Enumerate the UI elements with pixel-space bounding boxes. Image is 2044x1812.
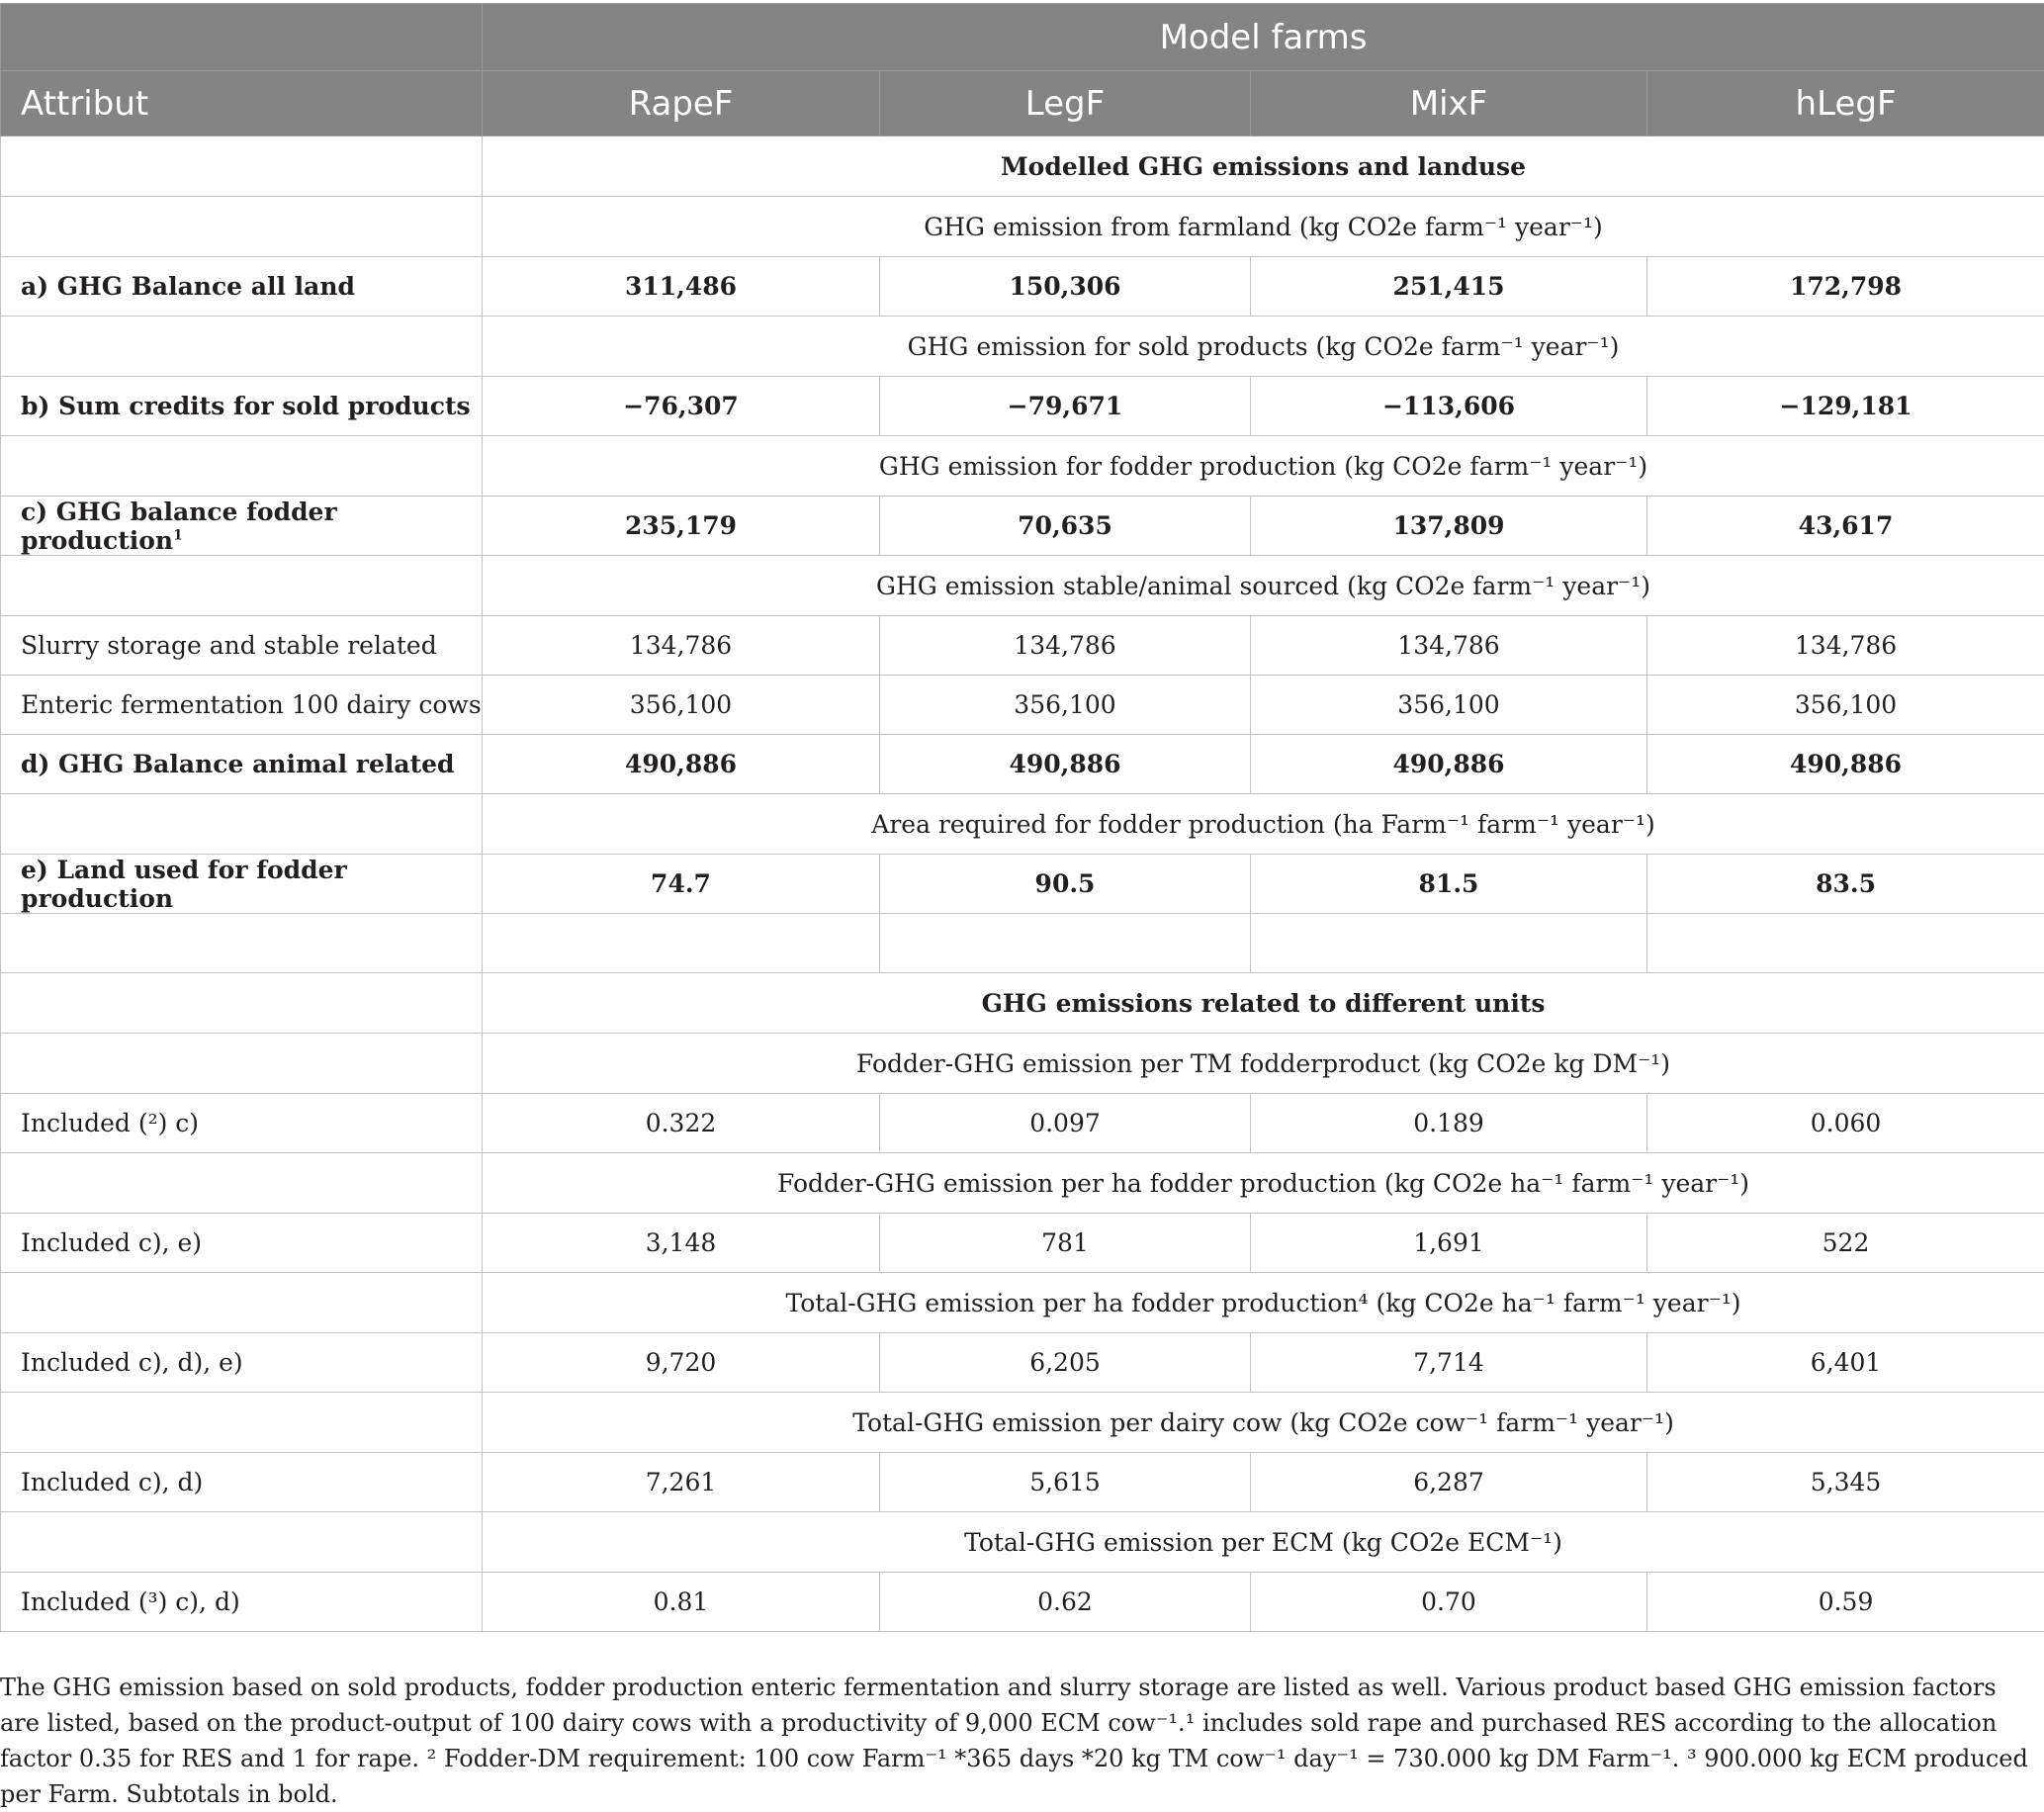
row-label: d) GHG Balance animal related <box>1 735 483 794</box>
subheading-row <box>1 1512 2044 1573</box>
ghg-emissions-table <box>0 3 2044 1632</box>
table-cell: 43,617 <box>1647 497 2044 556</box>
table-row <box>1 257 2044 317</box>
subheading-row <box>1 556 2044 616</box>
table-cell: 81.5 <box>1251 855 1647 914</box>
table-cell: 70,635 <box>880 497 1251 556</box>
table-cell: 74.7 <box>483 855 880 914</box>
table-cell: 356,100 <box>483 676 880 735</box>
subheading-animal: GHG emission stable/animal sourced (kg CO2e farm⁻¹ year⁻¹) <box>483 556 2044 616</box>
table-row <box>1 1333 2044 1393</box>
table-cell: 251,415 <box>1251 257 1647 317</box>
table-row <box>1 855 2044 914</box>
table-cell: 6,401 <box>1647 1333 2044 1393</box>
table-cell: 490,886 <box>1251 735 1647 794</box>
table-cell: 83.5 <box>1647 855 2044 914</box>
table-cell: 3,148 <box>483 1214 880 1273</box>
row-label: Enteric fermentation 100 dairy cows <box>1 676 483 735</box>
table-cell: 5,615 <box>880 1453 1251 1512</box>
row-label: Slurry storage and stable related <box>1 616 483 676</box>
subheading-fodder: GHG emission for fodder production (kg CO2e farm⁻¹ year⁻¹) <box>483 436 2044 497</box>
header-blank <box>1 4 483 71</box>
section-title: GHG emissions related to different units <box>483 973 2044 1034</box>
table-cell: 490,886 <box>483 735 880 794</box>
section-title-row <box>1 973 2044 1034</box>
footnote-marker: 1 <box>173 527 183 543</box>
table-cell: 134,786 <box>880 616 1251 676</box>
table-cell: 134,786 <box>1647 616 2044 676</box>
header-attribute: Attribut <box>1 71 483 136</box>
table-cell: 0.060 <box>1647 1094 2044 1153</box>
table-row <box>1 735 2044 794</box>
table-cell: 6,287 <box>1251 1453 1647 1512</box>
table-cell: −79,671 <box>880 377 1251 436</box>
table-cell: 134,786 <box>1251 616 1647 676</box>
table-cell: 0.097 <box>880 1094 1251 1153</box>
subheading-row <box>1 794 2044 855</box>
table-cell: −129,181 <box>1647 377 2044 436</box>
row-label: a) GHG Balance all land <box>1 257 483 317</box>
header-col-hlegf: hLegF <box>1647 71 2044 136</box>
table-cell: 490,886 <box>1647 735 2044 794</box>
subheading-unit: Total-GHG emission per ECM (kg CO2e ECM⁻¹) <box>483 1512 2044 1573</box>
table-cell: 356,100 <box>1647 676 2044 735</box>
subheading-area: Area required for fodder production (ha Farm⁻¹ farm⁻¹ year⁻¹) <box>483 794 2044 855</box>
table-cell: 137,809 <box>1251 497 1647 556</box>
table-cell: 1,691 <box>1251 1214 1647 1273</box>
table-cell: 6,205 <box>880 1333 1251 1393</box>
subheading-farmland: GHG emission from farmland (kg CO2e farm⁻¹ year⁻¹) <box>483 197 2044 257</box>
subheading-row <box>1 1393 2044 1453</box>
table-row <box>1 1453 2044 1512</box>
table-row <box>1 377 2044 436</box>
subheading-unit: Total-GHG emission per dairy cow (kg CO2e cow⁻¹ farm⁻¹ year⁻¹) <box>483 1393 2044 1453</box>
subheading-row <box>1 317 2044 377</box>
table-row <box>1 616 2044 676</box>
table-cell: 311,486 <box>483 257 880 317</box>
table-cell: 0.59 <box>1647 1573 2044 1632</box>
table-row <box>1 1094 2044 1153</box>
subheading-unit: Total-GHG emission per ha fodder production⁴ (kg CO2e ha⁻¹ farm⁻¹ year⁻¹) <box>483 1273 2044 1333</box>
table-footnote: The GHG emission based on sold products, fodder production enteric fermentation and slurry storage are listed as well. Various product based GHG emission factors are listed, based on the product-output of 100 dairy cows with a productivity of 9,000 ECM cow⁻¹.¹ includes sold rape and purchased RES according to the allocation factor 0.35 for RES and 1 for rape. ² Fodder-DM requirement: 100 cow Farm⁻¹ *365 days *20 kg TM cow⁻¹ day⁻¹ = 730.000 kg DM Farm⁻¹. ³ 900.000 kg ECM produced per Farm. Subtotals in bold. <box>0 1670 2037 1812</box>
table-cell: 150,306 <box>880 257 1251 317</box>
header-col-legf: LegF <box>880 71 1251 136</box>
table-cell: 0.189 <box>1251 1094 1647 1153</box>
table-row <box>1 1214 2044 1273</box>
subheading-row <box>1 436 2044 497</box>
subheading-unit: Fodder-GHG emission per ha fodder production (kg CO2e ha⁻¹ farm⁻¹ year⁻¹) <box>483 1153 2044 1214</box>
table-cell: −76,307 <box>483 377 880 436</box>
row-label: Included (²) c) <box>1 1094 483 1153</box>
table-cell: −113,606 <box>1251 377 1647 436</box>
row-label: Included c), d), e) <box>1 1333 483 1393</box>
subheading-row <box>1 1034 2044 1094</box>
table-cell: 522 <box>1647 1214 2044 1273</box>
table-cell: 356,100 <box>1251 676 1647 735</box>
row-label: b) Sum credits for sold products <box>1 377 483 436</box>
table-cell: 7,714 <box>1251 1333 1647 1393</box>
subheading-unit: Fodder-GHG emission per TM fodderproduct (kg CO2e kg DM⁻¹) <box>483 1034 2044 1094</box>
table-cell: 7,261 <box>483 1453 880 1512</box>
row-label <box>1 497 483 556</box>
table-cell: 0.70 <box>1251 1573 1647 1632</box>
table-row <box>1 676 2044 735</box>
header-col-mixf: MixF <box>1251 71 1647 136</box>
table-cell: 0.81 <box>483 1573 880 1632</box>
subheading-row <box>1 1153 2044 1214</box>
table-cell: 356,100 <box>880 676 1251 735</box>
section-title-row <box>1 136 2044 197</box>
subheading-row <box>1 197 2044 257</box>
row-label: Included (³) c), d) <box>1 1573 483 1632</box>
table-cell: 9,720 <box>483 1333 880 1393</box>
row-label: Included c), d) <box>1 1453 483 1512</box>
table-cell: 0.62 <box>880 1573 1251 1632</box>
row-label: e) Land used for fodder production <box>1 855 483 914</box>
row-label: Included c), e) <box>1 1214 483 1273</box>
table-row <box>1 497 2044 556</box>
table-cell: 90.5 <box>880 855 1251 914</box>
subheading-sold: GHG emission for sold products (kg CO2e farm⁻¹ year⁻¹) <box>483 317 2044 377</box>
table-cell: 172,798 <box>1647 257 2044 317</box>
table-cell: 781 <box>880 1214 1251 1273</box>
subheading-row <box>1 1273 2044 1333</box>
row-label-text: c) GHG balance fodder production <box>21 498 337 555</box>
table-cell: 5,345 <box>1647 1453 2044 1512</box>
table-cell: 490,886 <box>880 735 1251 794</box>
table-row <box>1 1573 2044 1632</box>
empty-row <box>1 914 2044 973</box>
table-cell: 235,179 <box>483 497 880 556</box>
header-col-rapef: RapeF <box>483 71 880 136</box>
table-cell: 134,786 <box>483 616 880 676</box>
table-cell: 0.322 <box>483 1094 880 1153</box>
header-model-farms: Model farms <box>483 4 2044 71</box>
section-title: Modelled GHG emissions and landuse <box>483 136 2044 197</box>
